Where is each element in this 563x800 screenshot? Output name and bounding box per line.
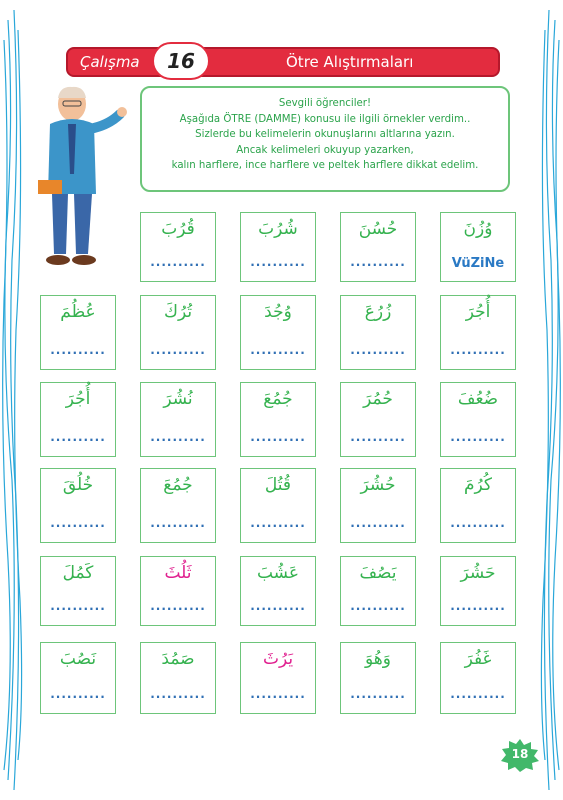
answer-blank[interactable]: .......... xyxy=(50,599,106,613)
arabic-word: نَصُبَ xyxy=(59,649,97,669)
answer-blank[interactable]: .......... xyxy=(250,430,306,444)
answer-blank[interactable]: .......... xyxy=(50,687,106,701)
word-card xyxy=(340,468,416,543)
arabic-word: قُتُلَ xyxy=(264,475,292,495)
word-card xyxy=(40,382,116,457)
answer-blank[interactable]: .......... xyxy=(250,516,306,530)
word-card xyxy=(340,212,416,282)
arabic-word: يَصُفَ xyxy=(359,563,397,583)
banner-label: Çalışma xyxy=(80,53,140,71)
word-card xyxy=(240,468,316,543)
answer-blank[interactable]: .......... xyxy=(150,516,206,530)
left-decorative-border xyxy=(0,0,26,800)
word-card xyxy=(240,295,316,370)
arabic-word: حُسُنَ xyxy=(358,219,398,239)
arabic-word: كَمُلَ xyxy=(62,563,94,583)
word-card xyxy=(340,295,416,370)
word-card xyxy=(140,468,216,543)
arabic-word: يَرُثَ xyxy=(262,649,294,669)
arabic-word: ضُعُفَ xyxy=(457,389,499,409)
arabic-word: وُجُدَ xyxy=(264,302,292,322)
answer-blank[interactable]: .......... xyxy=(50,430,106,444)
page-number-badge xyxy=(500,738,540,772)
word-card xyxy=(40,556,116,626)
answer-blank[interactable]: .......... xyxy=(150,255,206,269)
page-number: 18 xyxy=(511,747,529,761)
lesson-number: 16 xyxy=(167,49,195,73)
teacher-illustration xyxy=(30,84,130,270)
answer-blank[interactable]: .......... xyxy=(350,255,406,269)
arabic-word: أُجُرَ xyxy=(65,389,91,409)
word-card xyxy=(440,212,516,282)
arabic-word: نُشُرَ xyxy=(163,389,193,409)
answer-blank[interactable]: .......... xyxy=(150,599,206,613)
arabic-word: وُزُنَ xyxy=(463,219,493,239)
word-card xyxy=(40,295,116,370)
arabic-word: جُمُعَ xyxy=(263,389,293,409)
arabic-word: تُرُكَ xyxy=(163,302,193,322)
answer-blank[interactable]: .......... xyxy=(350,599,406,613)
answer-blank[interactable]: .......... xyxy=(350,687,406,701)
answer-blank[interactable]: .......... xyxy=(250,255,306,269)
answer-blank[interactable]: .......... xyxy=(450,599,506,613)
answer-blank[interactable]: .......... xyxy=(50,343,106,357)
arabic-word: حُشُرَ xyxy=(360,475,396,495)
instruction-line: Sizlerde bu kelimelerin okunuşlarını altlarına yazın. xyxy=(195,129,455,140)
word-card xyxy=(240,382,316,457)
answer-blank[interactable]: .......... xyxy=(150,343,206,357)
word-card xyxy=(340,642,416,714)
arabic-word: قُرُبَ xyxy=(161,219,195,239)
word-card xyxy=(140,382,216,457)
arabic-word: زُرُعَ xyxy=(364,302,392,322)
word-card xyxy=(240,556,316,626)
arabic-word: وَهُوَ xyxy=(365,649,391,669)
word-card xyxy=(40,642,116,714)
arabic-word: صَمُدَ xyxy=(161,649,195,669)
answer-blank[interactable]: .......... xyxy=(50,516,106,530)
arabic-word: عُظُمَ xyxy=(60,302,96,322)
answer-blank[interactable]: .......... xyxy=(350,343,406,357)
word-card xyxy=(340,382,416,457)
arabic-word: غَفُرَ xyxy=(464,649,492,669)
banner-title: Ötre Alıştırmaları xyxy=(286,53,414,71)
arabic-word: عَشُبَ xyxy=(256,563,299,583)
arabic-word: كُرُمَ xyxy=(464,475,492,495)
answer-blank[interactable]: .......... xyxy=(150,687,206,701)
instructions-box xyxy=(140,86,510,192)
arabic-word: ثَلُثَ xyxy=(164,563,192,583)
answer-blank[interactable]: .......... xyxy=(150,430,206,444)
word-card xyxy=(440,556,516,626)
right-decorative-border xyxy=(537,0,563,800)
arabic-word: جُمُعَ xyxy=(163,475,193,495)
answer-text: VüZiNe xyxy=(451,256,505,271)
header-banner xyxy=(66,47,500,77)
arabic-word: حَشُرَ xyxy=(460,563,496,583)
word-card xyxy=(440,295,516,370)
answer-blank[interactable]: .......... xyxy=(350,430,406,444)
instruction-line: kalın harflere, ince harflere ve peltek harflere dikkat edelim. xyxy=(171,160,479,171)
arabic-word: حُمُرَ xyxy=(363,389,393,409)
word-card xyxy=(140,212,216,282)
answer-blank[interactable]: .......... xyxy=(450,430,506,444)
word-card xyxy=(240,642,316,714)
word-card xyxy=(440,642,516,714)
word-card xyxy=(440,382,516,457)
answer-blank[interactable]: .......... xyxy=(250,687,306,701)
lesson-number-badge xyxy=(152,42,210,80)
answer-blank[interactable]: .......... xyxy=(450,516,506,530)
answer-blank[interactable]: .......... xyxy=(450,343,506,357)
arabic-word: شُرُبَ xyxy=(258,219,298,239)
word-card xyxy=(340,556,416,626)
instruction-line: Sevgili öğrenciler! xyxy=(278,98,372,109)
word-card xyxy=(140,642,216,714)
answer-blank[interactable]: .......... xyxy=(350,516,406,530)
instruction-line: Ancak kelimeleri okuyup yazarken, xyxy=(236,144,414,156)
word-card xyxy=(40,468,116,543)
arabic-word: خُلُقَ xyxy=(62,475,94,495)
answer-blank[interactable]: .......... xyxy=(250,343,306,357)
word-card xyxy=(140,295,216,370)
answer-blank[interactable]: .......... xyxy=(450,687,506,701)
word-card xyxy=(440,468,516,543)
word-card xyxy=(140,556,216,626)
instruction-line: Aşağıda ÖTRE (DAMME) konusu ile ilgili örnekler verdim.. xyxy=(179,113,471,125)
answer-blank[interactable]: .......... xyxy=(250,599,306,613)
word-card xyxy=(240,212,316,282)
arabic-word: أُجُرَ xyxy=(465,302,491,322)
